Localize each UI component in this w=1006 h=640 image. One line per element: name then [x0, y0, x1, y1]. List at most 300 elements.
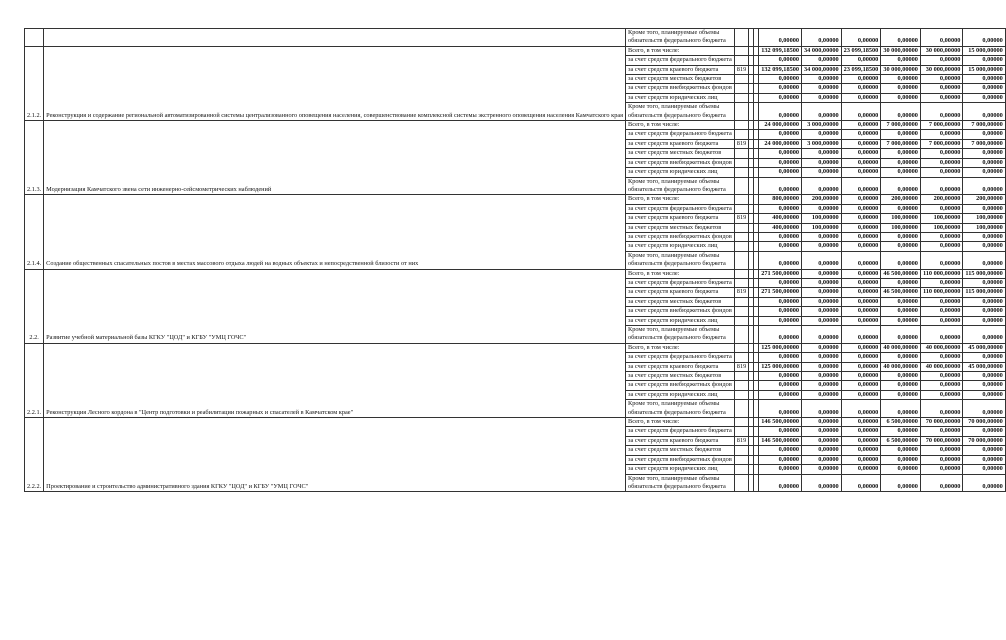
funding-source-label: за счет средств внебюджетных фондов: [626, 455, 735, 464]
funding-source-label: за счет средств внебюджетных фондов: [626, 158, 735, 167]
amount-cell: 0,00000: [759, 353, 802, 362]
amount-cell: 200,00000: [920, 195, 962, 204]
amount-cell: 0,00000: [963, 232, 1005, 241]
amount-cell: 200,00000: [881, 195, 921, 204]
amount-cell: 0,00000: [841, 177, 881, 195]
budget-code: [734, 390, 748, 399]
amount-cell: 0,00000: [802, 297, 842, 306]
amount-cell: 0,00000: [881, 278, 921, 287]
federal-obligations-line1: Кроме того, планируемые объемы: [628, 251, 720, 259]
amount-cell: 146 500,00000: [759, 436, 802, 445]
amount-cell: 0,00000: [841, 93, 881, 102]
amount-cell: 0,00000: [841, 390, 881, 399]
amount-cell: 110 000,00000: [920, 269, 962, 278]
amount-cell: 7 000,00000: [881, 139, 921, 148]
budget-code: [734, 446, 748, 455]
amount-cell: 0,00000: [881, 56, 921, 65]
amount-cell: 0,00000: [759, 168, 802, 177]
amount-cell: 70 000,00000: [963, 418, 1005, 427]
amount-cell: 0,00000: [881, 353, 921, 362]
amount-cell: 110 000,00000: [920, 288, 962, 297]
amount-cell: 125 000,00000: [759, 362, 802, 371]
amount-cell: 400,00000: [759, 214, 802, 223]
funding-source-label: за счет средств краевого бюджета: [626, 139, 735, 148]
budget-code: [734, 75, 748, 84]
amount-cell: 0,00000: [920, 232, 962, 241]
amount-cell: 0,00000: [802, 278, 842, 287]
amount-cell: 0,00000: [841, 436, 881, 445]
amount-cell: 0,00000: [920, 381, 962, 390]
amount-cell: 0,00000: [802, 242, 842, 251]
amount-cell: 0,00000: [881, 465, 921, 474]
amount-cell: 0,00000: [841, 372, 881, 381]
funding-source-label: за счет средств федерального бюджета: [626, 353, 735, 362]
budget-code: [734, 326, 748, 344]
budget-code: [734, 103, 748, 121]
amount-cell: 0,00000: [920, 326, 962, 344]
funding-source-label: Всего, в том числе:: [626, 46, 735, 55]
funding-source-label: за счет средств федерального бюджета: [626, 204, 735, 213]
federal-obligations-label: [626, 474, 735, 492]
federal-obligations-label: [626, 29, 735, 47]
amount-cell: 0,00000: [920, 251, 962, 269]
amount-cell: 100,00000: [920, 214, 962, 223]
amount-cell: 0,00000: [841, 195, 881, 204]
amount-cell: 0,00000: [802, 307, 842, 316]
funding-source-label: Всего, в том числе:: [626, 121, 735, 130]
amount-cell: 34 000,00000: [802, 65, 842, 74]
budget-code: [734, 474, 748, 492]
amount-cell: 125 000,00000: [759, 343, 802, 352]
budget-code: 819: [734, 436, 748, 445]
amount-cell: 0,00000: [841, 297, 881, 306]
amount-cell: 7 000,00000: [920, 121, 962, 130]
funding-source-label: за счет средств местных бюджетов: [626, 372, 735, 381]
amount-cell: 30 000,00000: [881, 65, 921, 74]
amount-cell: 0,00000: [802, 232, 842, 241]
budget-code: [734, 195, 748, 204]
amount-cell: 0,00000: [920, 130, 962, 139]
amount-cell: 0,00000: [802, 84, 842, 93]
section-title: Реконструкция Лесного кордона в "Центр подготовки и реабилитации пожарных и спасателей в Камчатском крае": [44, 343, 626, 417]
federal-obligations-line2: обязательств федерального бюджета: [628, 334, 726, 342]
amount-cell: 0,00000: [759, 455, 802, 464]
table-row: [25, 29, 1006, 47]
amount-cell: 0,00000: [963, 130, 1005, 139]
amount-cell: 0,00000: [759, 326, 802, 344]
amount-cell: 7 000,00000: [963, 139, 1005, 148]
amount-cell: 0,00000: [963, 381, 1005, 390]
budget-code: [734, 130, 748, 139]
amount-cell: 0,00000: [759, 130, 802, 139]
amount-cell: 800,00000: [759, 195, 802, 204]
amount-cell: 0,00000: [963, 474, 1005, 492]
amount-cell: 0,00000: [881, 316, 921, 325]
amount-cell: 0,00000: [920, 372, 962, 381]
amount-cell: 34 000,00000: [802, 46, 842, 55]
amount-cell: 0,00000: [841, 242, 881, 251]
amount-cell: 40 000,00000: [881, 343, 921, 352]
amount-cell: 70 000,00000: [920, 418, 962, 427]
amount-cell: 0,00000: [759, 93, 802, 102]
funding-source-label: Всего, в том числе:: [626, 418, 735, 427]
amount-cell: 7 000,00000: [881, 121, 921, 130]
amount-cell: 0,00000: [841, 158, 881, 167]
amount-cell: 0,00000: [920, 455, 962, 464]
budget-code: 819: [734, 139, 748, 148]
amount-cell: 0,00000: [841, 214, 881, 223]
budget-table: [24, 28, 1006, 492]
amount-cell: 0,00000: [759, 158, 802, 167]
amount-cell: 0,00000: [802, 130, 842, 139]
table-row: [25, 46, 1006, 55]
amount-cell: 0,00000: [759, 75, 802, 84]
funding-source-label: Всего, в том числе:: [626, 343, 735, 352]
amount-cell: 0,00000: [802, 362, 842, 371]
budget-code: [734, 278, 748, 287]
budget-code: [734, 149, 748, 158]
amount-cell: 0,00000: [963, 353, 1005, 362]
table-row: [25, 195, 1006, 204]
section-title: Модернизация Камчатского звена сети инженерно-сейсмометрических наблюдений: [44, 121, 626, 195]
federal-obligations-line1: Кроме того, планируемые объемы: [628, 103, 720, 111]
amount-cell: 0,00000: [963, 465, 1005, 474]
amount-cell: 0,00000: [759, 278, 802, 287]
budget-code: 819: [734, 362, 748, 371]
amount-cell: 7 000,00000: [963, 121, 1005, 130]
budget-code: [734, 242, 748, 251]
amount-cell: 0,00000: [841, 362, 881, 371]
amount-cell: 100,00000: [920, 223, 962, 232]
amount-cell: 0,00000: [963, 297, 1005, 306]
amount-cell: 24 000,00000: [759, 121, 802, 130]
amount-cell: 271 500,00000: [759, 288, 802, 297]
amount-cell: 100,00000: [963, 214, 1005, 223]
amount-cell: 30 000,00000: [920, 46, 962, 55]
amount-cell: 0,00000: [963, 158, 1005, 167]
amount-cell: 0,00000: [881, 474, 921, 492]
amount-cell: 0,00000: [920, 297, 962, 306]
budget-code: [734, 46, 748, 55]
amount-cell: 0,00000: [881, 400, 921, 418]
amount-cell: 0,00000: [802, 381, 842, 390]
table-row: [25, 121, 1006, 130]
amount-cell: 70 000,00000: [963, 436, 1005, 445]
amount-cell: 0,00000: [841, 121, 881, 130]
amount-cell: 0,00000: [841, 204, 881, 213]
amount-cell: 0,00000: [841, 84, 881, 93]
amount-cell: 0,00000: [963, 455, 1005, 464]
section-number: [25, 29, 44, 47]
amount-cell: 0,00000: [881, 372, 921, 381]
amount-cell: 23 099,18500: [841, 65, 881, 74]
amount-cell: 0,00000: [841, 56, 881, 65]
funding-source-label: за счет средств местных бюджетов: [626, 149, 735, 158]
amount-cell: 0,00000: [881, 75, 921, 84]
amount-cell: 132 099,18500: [759, 46, 802, 55]
amount-cell: 0,00000: [759, 400, 802, 418]
amount-cell: 0,00000: [759, 465, 802, 474]
amount-cell: 0,00000: [920, 204, 962, 213]
amount-cell: 0,00000: [881, 130, 921, 139]
amount-cell: 100,00000: [802, 223, 842, 232]
amount-cell: 0,00000: [841, 269, 881, 278]
amount-cell: 0,00000: [920, 93, 962, 102]
amount-cell: 0,00000: [963, 316, 1005, 325]
budget-code: [734, 168, 748, 177]
amount-cell: 0,00000: [920, 465, 962, 474]
funding-source-label: за счет средств местных бюджетов: [626, 446, 735, 455]
amount-cell: 0,00000: [802, 288, 842, 297]
amount-cell: 0,00000: [759, 232, 802, 241]
federal-obligations-label: [626, 326, 735, 344]
amount-cell: 0,00000: [841, 427, 881, 436]
amount-cell: 0,00000: [759, 390, 802, 399]
budget-code: [734, 56, 748, 65]
amount-cell: 0,00000: [963, 56, 1005, 65]
amount-cell: 0,00000: [920, 400, 962, 418]
amount-cell: 271 500,00000: [759, 269, 802, 278]
amount-cell: 0,00000: [963, 326, 1005, 344]
amount-cell: 0,00000: [841, 455, 881, 464]
amount-cell: 0,00000: [963, 427, 1005, 436]
funding-source-label: за счет средств внебюджетных фондов: [626, 232, 735, 241]
amount-cell: 3 000,00000: [802, 121, 842, 130]
amount-cell: 0,00000: [881, 103, 921, 121]
budget-code: 819: [734, 65, 748, 74]
budget-code: [734, 204, 748, 213]
amount-cell: 0,00000: [841, 316, 881, 325]
amount-cell: 0,00000: [881, 149, 921, 158]
budget-code: [734, 269, 748, 278]
amount-cell: 132 099,18500: [759, 65, 802, 74]
amount-cell: 0,00000: [841, 75, 881, 84]
amount-cell: 0,00000: [802, 251, 842, 269]
amount-cell: 0,00000: [802, 343, 842, 352]
budget-code: [734, 84, 748, 93]
federal-obligations-line1: Кроме того, планируемые объемы: [628, 326, 720, 333]
amount-cell: 0,00000: [841, 251, 881, 269]
funding-source-label: за счет средств юридических лиц: [626, 242, 735, 251]
amount-cell: 0,00000: [881, 93, 921, 102]
amount-cell: 0,00000: [920, 242, 962, 251]
amount-cell: 0,00000: [841, 130, 881, 139]
amount-cell: 3 000,00000: [802, 139, 842, 148]
amount-cell: 0,00000: [759, 242, 802, 251]
funding-source-label: за счет средств местных бюджетов: [626, 75, 735, 84]
budget-code: [734, 307, 748, 316]
amount-cell: 0,00000: [759, 427, 802, 436]
amount-cell: 100,00000: [802, 214, 842, 223]
funding-source-label: за счет средств юридических лиц: [626, 316, 735, 325]
amount-cell: 0,00000: [841, 446, 881, 455]
budget-code: [734, 455, 748, 464]
amount-cell: 46 500,00000: [881, 288, 921, 297]
amount-cell: 0,00000: [920, 307, 962, 316]
amount-cell: 0,00000: [802, 390, 842, 399]
amount-cell: 0,00000: [881, 381, 921, 390]
amount-cell: 0,00000: [881, 251, 921, 269]
budget-code: [734, 223, 748, 232]
amount-cell: 0,00000: [841, 400, 881, 418]
amount-cell: 0,00000: [802, 400, 842, 418]
funding-source-label: за счет средств внебюджетных фондов: [626, 84, 735, 93]
amount-cell: 23 099,18500: [841, 46, 881, 55]
amount-cell: 0,00000: [802, 269, 842, 278]
budget-code: [734, 372, 748, 381]
amount-cell: 0,00000: [920, 316, 962, 325]
amount-cell: 0,00000: [759, 56, 802, 65]
amount-cell: 0,00000: [802, 446, 842, 455]
amount-cell: 0,00000: [802, 326, 842, 344]
amount-cell: 0,00000: [963, 242, 1005, 251]
amount-cell: 45 000,00000: [963, 362, 1005, 371]
amount-cell: 0,00000: [920, 84, 962, 93]
amount-cell: 0,00000: [920, 353, 962, 362]
amount-cell: 40 000,00000: [920, 343, 962, 352]
amount-cell: 100,00000: [963, 223, 1005, 232]
amount-cell: 7 000,00000: [920, 139, 962, 148]
amount-cell: 0,00000: [881, 390, 921, 399]
amount-cell: 0,00000: [963, 278, 1005, 287]
amount-cell: 0,00000: [881, 158, 921, 167]
section-number: 2.1.2.: [25, 46, 44, 120]
section-number: 2.2.2.: [25, 418, 44, 492]
amount-cell: 0,00000: [802, 204, 842, 213]
table-row: [25, 418, 1006, 427]
budget-code: [734, 343, 748, 352]
amount-cell: 0,00000: [963, 93, 1005, 102]
amount-cell: 0,00000: [841, 465, 881, 474]
amount-cell: 0,00000: [841, 278, 881, 287]
amount-cell: 0,00000: [802, 372, 842, 381]
amount-cell: 0,00000: [881, 168, 921, 177]
amount-cell: 0,00000: [759, 251, 802, 269]
amount-cell: 0,00000: [802, 29, 842, 47]
amount-cell: 40 000,00000: [881, 362, 921, 371]
amount-cell: 0,00000: [759, 372, 802, 381]
federal-obligations-line2: обязательств федерального бюджета: [628, 408, 726, 416]
amount-cell: 30 000,00000: [881, 46, 921, 55]
amount-cell: 0,00000: [759, 149, 802, 158]
funding-source-label: за счет средств юридических лиц: [626, 168, 735, 177]
amount-cell: 0,00000: [759, 297, 802, 306]
amount-cell: 0,00000: [881, 455, 921, 464]
funding-source-label: Всего, в том числе:: [626, 269, 735, 278]
amount-cell: 0,00000: [881, 84, 921, 93]
funding-source-label: за счет средств юридических лиц: [626, 93, 735, 102]
federal-obligations-label: [626, 177, 735, 195]
amount-cell: 0,00000: [759, 316, 802, 325]
amount-cell: 0,00000: [963, 446, 1005, 455]
budget-code: [734, 93, 748, 102]
amount-cell: 100,00000: [881, 214, 921, 223]
amount-cell: 0,00000: [841, 149, 881, 158]
amount-cell: 100,00000: [881, 223, 921, 232]
amount-cell: 0,00000: [841, 326, 881, 344]
amount-cell: 0,00000: [802, 353, 842, 362]
funding-source-label: Всего, в том числе:: [626, 195, 735, 204]
section-title: [44, 29, 626, 47]
amount-cell: 0,00000: [963, 84, 1005, 93]
amount-cell: 0,00000: [841, 307, 881, 316]
amount-cell: 0,00000: [802, 465, 842, 474]
amount-cell: 0,00000: [881, 177, 921, 195]
amount-cell: 0,00000: [759, 204, 802, 213]
amount-cell: 0,00000: [920, 158, 962, 167]
funding-source-label: за счет средств федерального бюджета: [626, 56, 735, 65]
funding-source-label: за счет средств краевого бюджета: [626, 288, 735, 297]
amount-cell: 0,00000: [881, 29, 921, 47]
amount-cell: 0,00000: [963, 103, 1005, 121]
amount-cell: 200,00000: [802, 195, 842, 204]
amount-cell: 0,00000: [881, 242, 921, 251]
budget-code: [734, 121, 748, 130]
funding-source-label: за счет средств юридических лиц: [626, 390, 735, 399]
amount-cell: 0,00000: [759, 474, 802, 492]
section-number: 2.1.3.: [25, 121, 44, 195]
budget-code: 819: [734, 214, 748, 223]
federal-obligations-label: [626, 251, 735, 269]
amount-cell: 0,00000: [881, 232, 921, 241]
amount-cell: 0,00000: [759, 307, 802, 316]
funding-source-label: за счет средств местных бюджетов: [626, 297, 735, 306]
federal-obligations-line2: обязательств федерального бюджета: [628, 185, 726, 193]
funding-source-label: за счет средств внебюджетных фондов: [626, 307, 735, 316]
amount-cell: 30 000,00000: [920, 65, 962, 74]
amount-cell: 0,00000: [881, 427, 921, 436]
federal-obligations-line1: Кроме того, планируемые объемы: [628, 29, 720, 36]
budget-code: [734, 177, 748, 195]
amount-cell: 0,00000: [802, 103, 842, 121]
amount-cell: 115 000,00000: [963, 269, 1005, 278]
amount-cell: 0,00000: [963, 168, 1005, 177]
amount-cell: 0,00000: [920, 278, 962, 287]
amount-cell: 0,00000: [881, 297, 921, 306]
table-row: [25, 343, 1006, 352]
funding-source-label: за счет средств краевого бюджета: [626, 362, 735, 371]
funding-source-label: за счет средств краевого бюджета: [626, 436, 735, 445]
amount-cell: 0,00000: [802, 455, 842, 464]
amount-cell: 0,00000: [963, 400, 1005, 418]
amount-cell: 0,00000: [963, 372, 1005, 381]
amount-cell: 0,00000: [963, 307, 1005, 316]
amount-cell: 0,00000: [841, 29, 881, 47]
amount-cell: 0,00000: [802, 168, 842, 177]
amount-cell: 0,00000: [881, 204, 921, 213]
budget-code: [734, 400, 748, 418]
federal-obligations-line2: обязательств федерального бюджета: [628, 482, 726, 490]
amount-cell: 0,00000: [920, 446, 962, 455]
amount-cell: 0,00000: [963, 390, 1005, 399]
budget-code: [734, 418, 748, 427]
amount-cell: 0,00000: [841, 103, 881, 121]
budget-code: [734, 158, 748, 167]
federal-obligations-line1: Кроме того, планируемые объемы: [628, 474, 720, 482]
amount-cell: 6 500,00000: [881, 436, 921, 445]
amount-cell: 0,00000: [802, 427, 842, 436]
amount-cell: 0,00000: [759, 103, 802, 121]
budget-code: 819: [734, 288, 748, 297]
federal-obligations-label: [626, 103, 735, 121]
section-number: 2.2.: [25, 269, 44, 343]
funding-source-label: за счет средств юридических лиц: [626, 465, 735, 474]
amount-cell: 40 000,00000: [920, 362, 962, 371]
amount-cell: 0,00000: [920, 29, 962, 47]
amount-cell: 0,00000: [881, 326, 921, 344]
amount-cell: 0,00000: [963, 177, 1005, 195]
budget-code: [734, 381, 748, 390]
